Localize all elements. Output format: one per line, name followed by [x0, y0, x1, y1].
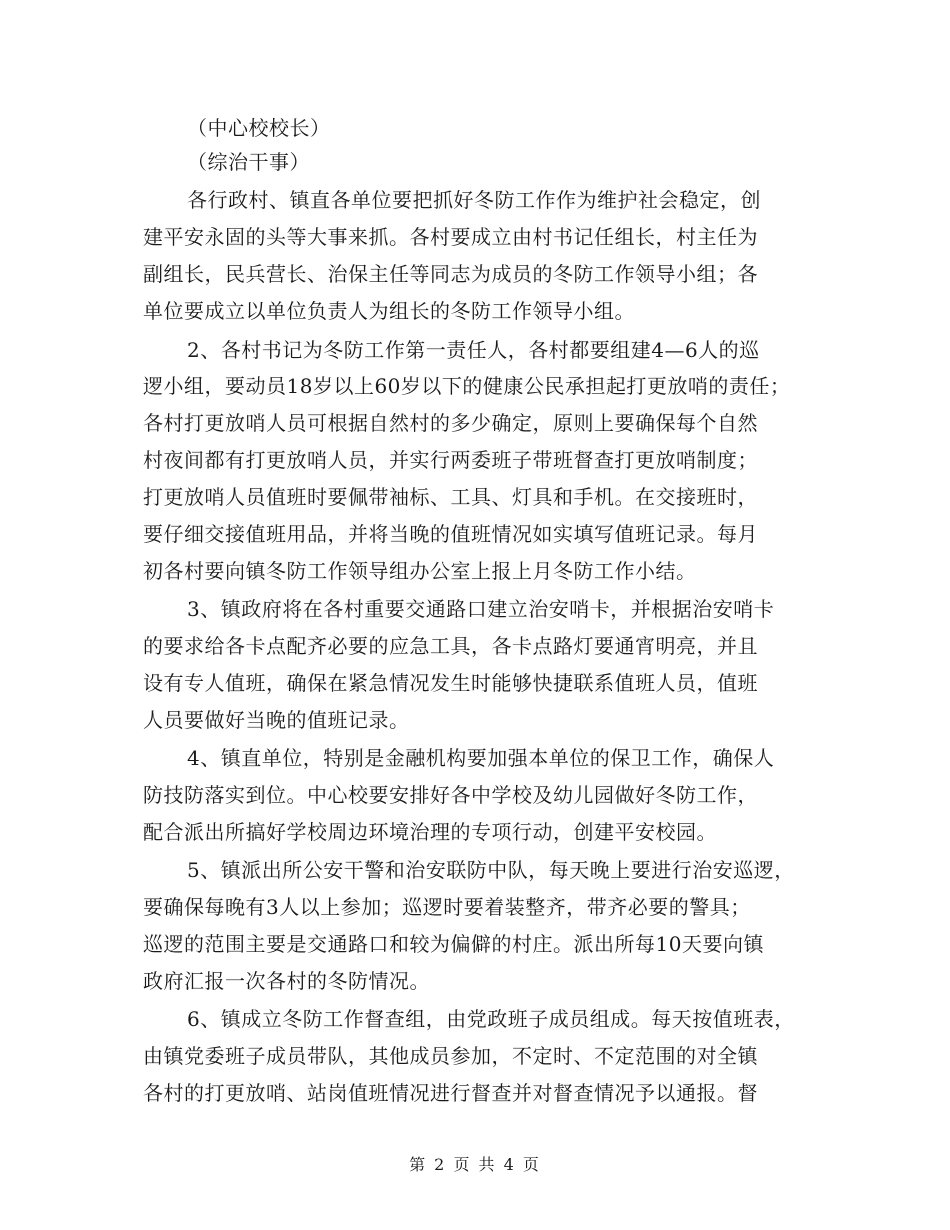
- text-line: 巡逻的范围主要是交通路口和较为偏僻的村庄。派出所每10天要向镇: [143, 932, 764, 956]
- text-line: 6、镇成立冬防工作督查组，由党政班子成员组成。每天按值班表，: [187, 1007, 795, 1031]
- text-line: 的要求给各卡点配齐必要的应急工具，各卡点路灯要通宵明亮，并且: [143, 634, 758, 658]
- text-line: 各行政村、镇直各单位要把抓好冬防工作作为维护社会稳定，创: [187, 188, 761, 212]
- text-line: 村夜间都有打更放哨人员，并实行两委班子带班督查打更放哨制度；: [143, 448, 758, 472]
- text-line: 政府汇报一次各村的冬防情况。: [143, 969, 430, 993]
- text-line: 配合派出所搞好学校周边环境治理的专项行动，创建平安校园。: [143, 820, 717, 844]
- text-line: 防技防落实到位。中心校要安排好各中学校及幼儿园做好冬防工作，: [143, 783, 758, 807]
- text-line: 副组长，民兵营长、治保主任等同志为成员的冬防工作领导小组；各: [143, 262, 758, 286]
- text-line: 3、镇政府将在各村重要交通路口建立治安哨卡，并根据治安哨卡: [187, 597, 775, 621]
- text-line-role-principal: （中心校校长）: [187, 116, 331, 140]
- text-line: 由镇党委班子成员带队，其他成员参加，不定时、不定范围的对全镇: [143, 1044, 758, 1068]
- text-line: 设有专人值班，确保在紧急情况发生时能够快捷联系值班人员，值班: [143, 671, 758, 695]
- text-line: 5、镇派出所公安干警和治安联防中队，每天晚上要进行治安巡逻，: [187, 858, 795, 882]
- text-line: 单位要成立以单位负责人为组长的冬防工作领导小组。: [143, 299, 635, 323]
- text-line: 打更放哨人员值班时要佩带袖标、工具、灯具和手机。在交接班时，: [143, 485, 758, 509]
- text-line: 人员要做好当晚的值班记录。: [143, 708, 410, 732]
- text-line: 各村打更放哨人员可根据自然村的多少确定，原则上要确保每个自然: [143, 411, 758, 435]
- text-line: 各村的打更放哨、站岗值班情况进行督查并对督查情况予以通报。督: [143, 1081, 758, 1105]
- text-line: 2、各村书记为冬防工作第一责任人，各村都要组建4—6人的巡: [187, 338, 760, 362]
- text-line-role-officer: （综治干事）: [187, 150, 310, 174]
- text-line: 要仔细交接值班用品，并将当晚的值班情况如实填写值班记录。每月: [143, 522, 758, 546]
- text-line: 要确保每晚有3人以上参加；巡逻时要着装整齐，带齐必要的警具；: [143, 895, 751, 919]
- text-line: 初各村要向镇冬防工作领导组办公室上报上月冬防工作小结。: [143, 559, 697, 583]
- text-line: 建平安永固的头等大事来抓。各村要成立由村书记任组长，村主任为: [143, 225, 758, 249]
- text-line: 4、镇直单位，特别是金融机构要加强本单位的保卫工作，确保人: [187, 746, 775, 770]
- text-line: 逻小组，要动员18岁以上60岁以下的健康公民承担起打更放哨的责任；: [143, 374, 791, 398]
- page-number-footer: 第 2 页 共 4 页: [409, 1155, 541, 1174]
